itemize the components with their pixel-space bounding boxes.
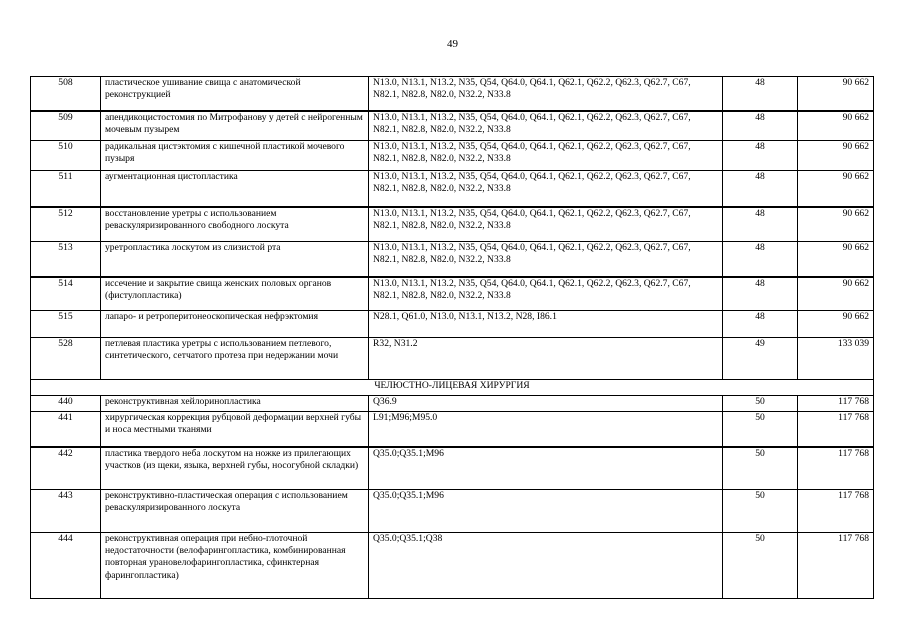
cell-procedure: уретропластика лоскутом из слизистой рта [101,242,369,277]
cell-codes: N13.0, N13.1, N13.2, N35, Q54, Q64.0, Q64.1, Q62.1, Q62.2, Q62.3, Q62.7, C67, N82.1, N82.8, N82.0, N32.2, N33.8 [369,141,723,171]
cell-codes: Q36.9 [369,396,723,412]
cell-procedure: радикальная цистэктомия с кишечной пластикой мочевого пузыря [101,141,369,171]
table-row [31,111,874,141]
cell-sum: 90 662 [798,311,874,338]
cell-id: 515 [31,311,101,338]
cell-sum: 117 768 [798,490,874,533]
cell-id: 511 [31,171,101,207]
cell-sum: 90 662 [798,171,874,207]
cell-sum: 117 768 [798,396,874,412]
procedures-table [30,76,874,599]
cell-codes: R32, N31.2 [369,338,723,380]
cell-codes: N13.0, N13.1, N13.2, N35, Q54, Q64.0, Q64.1, Q62.1, Q62.2, Q62.3, Q62.7, C67, N82.1, N82.8, N82.0, N32.2, N33.8 [369,77,723,111]
table-row [31,490,874,533]
cell-procedure: реконструктивная хейлоринопластика [101,396,369,412]
cell-group: 50 [723,412,798,447]
cell-group: 48 [723,311,798,338]
cell-id: 444 [31,533,101,599]
table-row [31,447,874,490]
cell-group: 50 [723,533,798,599]
cell-group: 49 [723,338,798,380]
cell-procedure: восстановление уретры с использованием реваскуляризированного свободного лоскута [101,207,369,242]
cell-id: 514 [31,277,101,311]
cell-group: 48 [723,171,798,207]
cell-id: 442 [31,447,101,490]
table-row [31,338,874,380]
table-row [31,412,874,447]
cell-sum: 117 768 [798,412,874,447]
cell-id: 443 [31,490,101,533]
cell-sum: 117 768 [798,533,874,599]
page-number: 49 [447,38,458,50]
cell-procedure: хирургическая коррекция рубцовой деформации верхней губы и носа местными тканями [101,412,369,447]
cell-group: 48 [723,77,798,111]
cell-id: 510 [31,141,101,171]
cell-codes: N13.0, N13.1, N13.2, N35, Q54, Q64.0, Q64.1, Q62.1, Q62.2, Q62.3, Q62.7, C67, N82.1, N82.8, N82.0, N32.2, N33.8 [369,242,723,277]
section-title: ЧЕЛЮСТНО-ЛИЦЕВАЯ ХИРУРГИЯ [31,380,874,396]
cell-sum: 90 662 [798,207,874,242]
cell-id: 513 [31,242,101,277]
cell-codes: N13.0, N13.1, N13.2, N35, Q54, Q64.0, Q64.1, Q62.1, Q62.2, Q62.3, Q62.7, C67, N82.1, N82.8, N82.0, N32.2, N33.8 [369,171,723,207]
cell-id: 441 [31,412,101,447]
cell-id: 508 [31,77,101,111]
cell-procedure: пластическое ушивание свища с анатомической реконструкцией [101,77,369,111]
cell-group: 48 [723,111,798,141]
cell-codes: Q35.0;Q35.1;Q38 [369,533,723,599]
cell-id: 440 [31,396,101,412]
table-row [31,141,874,171]
table-row [31,277,874,311]
table-row [31,533,874,599]
cell-group: 48 [723,277,798,311]
cell-sum: 133 039 [798,338,874,380]
cell-group: 48 [723,141,798,171]
cell-sum: 90 662 [798,77,874,111]
cell-group: 48 [723,207,798,242]
cell-procedure: реконструктивно-пластическая операция с использованием реваскуляризированного лоскута [101,490,369,533]
cell-codes: L91;M96;M95.0 [369,412,723,447]
cell-procedure: апендикоцистостомия по Митрофанову у детей с нейрогенным мочевым пузырем [101,111,369,141]
cell-codes: N13.0, N13.1, N13.2, N35, Q54, Q64.0, Q64.1, Q62.1, Q62.2, Q62.3, Q62.7, C67, N82.1, N82.8, N82.0, N32.2, N33.8 [369,207,723,242]
table-row [31,207,874,242]
cell-sum: 117 768 [798,447,874,490]
table-row [31,311,874,338]
cell-procedure: иссечение и закрытие свища женских половых органов (фистулопластика) [101,277,369,311]
cell-group: 50 [723,490,798,533]
cell-id: 509 [31,111,101,141]
cell-codes: Q35.0;Q35.1;M96 [369,490,723,533]
section-row [31,380,874,396]
cell-codes: N13.0, N13.1, N13.2, N35, Q54, Q64.0, Q64.1, Q62.1, Q62.2, Q62.3, Q62.7, C67, N82.1, N82.8, N82.0, N32.2, N33.8 [369,111,723,141]
cell-group: 48 [723,242,798,277]
cell-id: 512 [31,207,101,242]
cell-group: 50 [723,447,798,490]
cell-codes: Q35.0;Q35.1;M96 [369,447,723,490]
cell-procedure: аугментационная цистопластика [101,171,369,207]
table-row [31,171,874,207]
cell-procedure: реконструктивная операция при небно-глоточной недостаточности (велофарингопластика, комбинированная повторная урановелофарингопластика, сфинктерная фарингопластика) [101,533,369,599]
cell-sum: 90 662 [798,141,874,171]
cell-procedure: лапаро- и ретроперитонеоскопическая нефрэктомия [101,311,369,338]
table-row [31,77,874,111]
cell-id: 528 [31,338,101,380]
cell-sum: 90 662 [798,277,874,311]
cell-codes: N28.1, Q61.0, N13.0, N13.1, N13.2, N28, I86.1 [369,311,723,338]
table-row [31,242,874,277]
cell-codes: N13.0, N13.1, N13.2, N35, Q54, Q64.0, Q64.1, Q62.1, Q62.2, Q62.3, Q62.7, C67, N82.1, N82.8, N82.0, N32.2, N33.8 [369,277,723,311]
cell-group: 50 [723,396,798,412]
table-row [31,396,874,412]
cell-procedure: петлевая пластика уретры с использованием петлевого, синтетического, сетчатого протеза при недержании мочи [101,338,369,380]
cell-sum: 90 662 [798,242,874,277]
cell-procedure: пластика твердого неба лоскутом на ножке из прилегающих участков (из щеки, языка, верхней губы, носогубной складки) [101,447,369,490]
cell-sum: 90 662 [798,111,874,141]
